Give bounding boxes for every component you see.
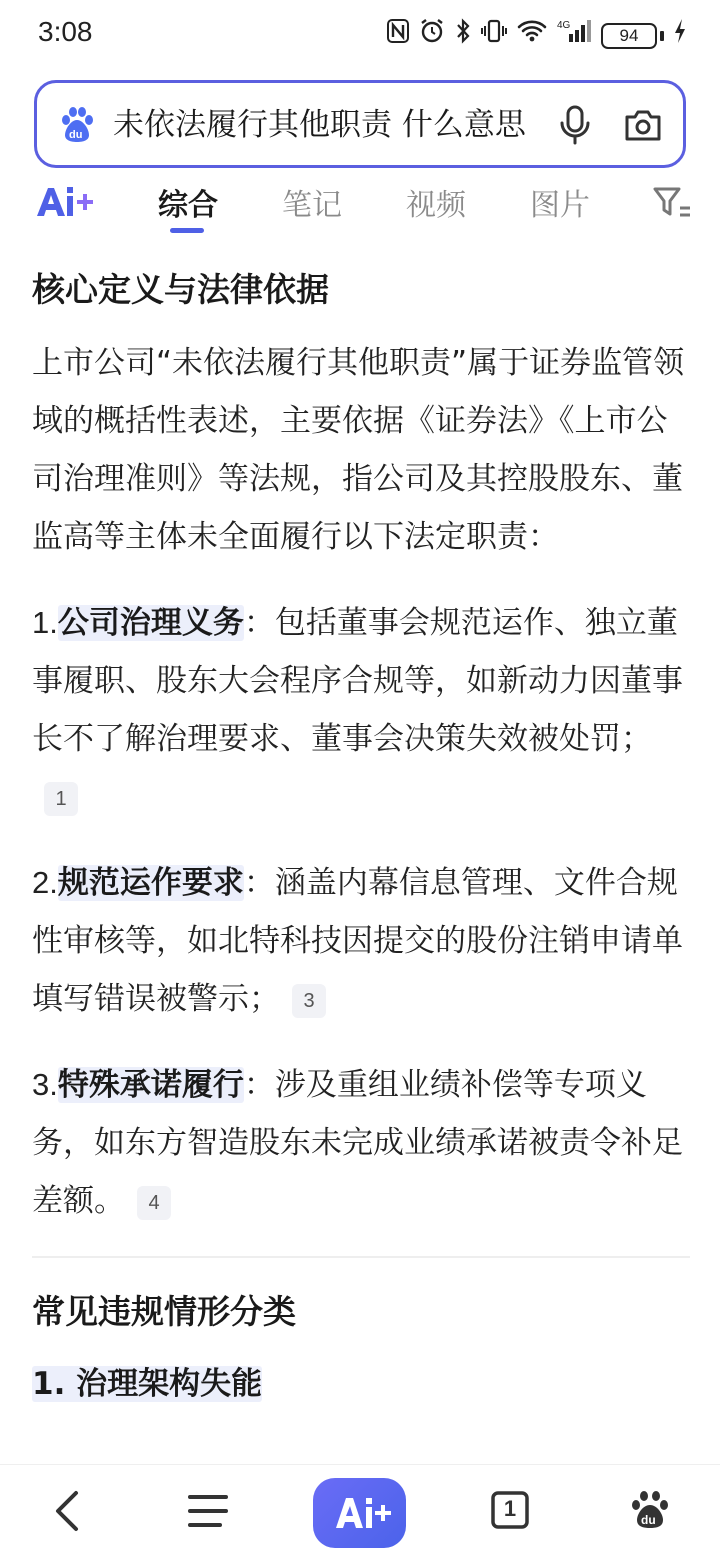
bluetooth-icon <box>455 18 471 53</box>
bottom-navigation <box>0 1464 720 1560</box>
signal-4g-icon <box>557 18 591 53</box>
item-number: 3. <box>32 1067 58 1102</box>
active-tab-indicator <box>170 228 204 233</box>
item-title: 规范运作要求 <box>57 865 244 901</box>
item-body: ：涵盖内幕信息管理、文件合规性审核等，如北特科技因提交的股份注销申请单填写错误被警示； <box>32 865 683 1017</box>
nfc-icon <box>387 18 409 53</box>
item-number: 1. <box>32 605 58 640</box>
search-tabs <box>0 172 720 234</box>
tabs-icon[interactable] <box>478 1479 542 1543</box>
citation-badge[interactable]: 1 <box>44 782 78 816</box>
ai-assistant-button[interactable] <box>313 1478 406 1548</box>
search-box[interactable] <box>34 80 686 168</box>
filter-icon[interactable] <box>652 184 692 222</box>
battery-icon <box>601 23 664 49</box>
tab-images[interactable]: 图片 <box>530 188 590 223</box>
baidu-logo-icon <box>57 105 97 145</box>
tab-notes[interactable]: 笔记 <box>282 188 342 223</box>
alarm-icon <box>419 18 445 53</box>
citation-badge[interactable]: 3 <box>292 984 326 1018</box>
baidu-home-icon[interactable] <box>618 1479 682 1543</box>
item-number: 2. <box>32 865 58 900</box>
item-body: ：涉及重组业绩补偿等专项义务，如东方智造股东未完成业绩承诺被责令补足差额。 <box>32 1067 683 1219</box>
tab-comprehensive[interactable]: 综合 <box>158 188 218 223</box>
battery-level: 94 <box>601 23 657 49</box>
item-body: ：包括董事会规范运作、独立董事履职、股东大会程序合规等，如新动力因董事长不了解治理要求、董事会决策失效被处罚； <box>32 605 683 757</box>
item-title: 公司治理义务 <box>57 605 244 641</box>
status-bar <box>0 0 720 70</box>
answer-content <box>32 262 692 1412</box>
svg-text:du: du <box>641 1513 656 1527</box>
list-item <box>32 854 692 1028</box>
vibrate-icon <box>481 18 507 53</box>
wifi-icon <box>517 19 547 52</box>
ai-logo-icon[interactable] <box>34 182 94 222</box>
microphone-icon[interactable] <box>555 103 595 147</box>
camera-icon[interactable] <box>621 103 665 147</box>
section-heading: 核心定义与法律依据 <box>32 270 329 309</box>
item-title: 特殊承诺履行 <box>57 1067 244 1103</box>
status-icons <box>387 18 686 53</box>
menu-icon[interactable] <box>176 1479 240 1543</box>
list-item <box>32 1056 692 1230</box>
subsection-heading: 1. 治理架构失能 <box>32 1366 263 1402</box>
ai-assistant-icon <box>313 1478 406 1548</box>
section-heading-2: 常见违规情形分类 <box>32 1292 296 1331</box>
back-arrow-icon[interactable] <box>36 1479 100 1543</box>
svg-text:4G: 4G <box>557 20 571 31</box>
charging-icon <box>674 18 686 53</box>
svg-text:du: du <box>69 129 83 141</box>
list-item <box>32 594 692 826</box>
status-time: 3:08 <box>38 16 93 47</box>
search-input[interactable]: 未依法履行其他职责 什么意思 <box>113 107 526 143</box>
intro-paragraph: 上市公司“未依法履行其他职责”属于证券监管领域的概括性表述，主要依据《证券法》《上市公司治理准则》等法规，指公司及其控股股东、董监高等主体未全面履行以下法定职责： <box>32 345 685 555</box>
tab-videos[interactable]: 视频 <box>406 188 466 223</box>
tab-count: 1 <box>503 1496 517 1521</box>
section-divider <box>32 1256 690 1258</box>
citation-badge[interactable]: 4 <box>137 1186 171 1220</box>
